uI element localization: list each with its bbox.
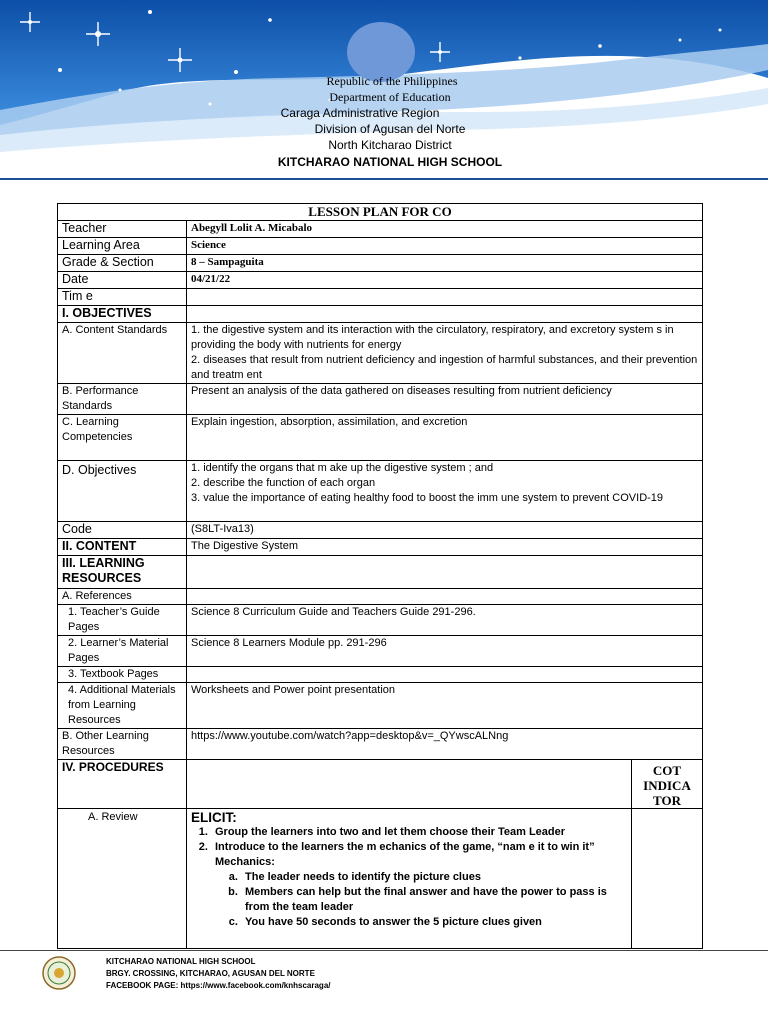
- grade-label: Grade & Section: [58, 255, 187, 272]
- textbook-pages-value: [187, 667, 703, 683]
- objective-2: 2. describe the function of each organ: [191, 477, 376, 489]
- header-school: KITCHARAO NATIONAL HIGH SCHOOL: [277, 155, 503, 169]
- mechanic-c-text: You have 50 seconds to answer the 5 picture clues given: [245, 916, 542, 928]
- mechanics-list: [215, 870, 627, 930]
- footer-divider: [0, 950, 768, 951]
- other-resources-label: B. Other Learning Resources: [58, 729, 187, 760]
- header-district: North Kitcharao District: [328, 138, 452, 152]
- learners-material-label: 2. Learner’s Material Pages: [58, 636, 187, 667]
- step-2-text: Introduce to the learners the m echanics of the game, “nam e it to win it”: [215, 841, 595, 853]
- additional-materials-value: Worksheets and Power point presentation: [187, 683, 703, 729]
- header-region: Caraga Administrative Region: [280, 106, 440, 120]
- objective-1: 1. identify the organs that m ake up the digestive system ; and: [191, 462, 494, 474]
- mechanic-a: [241, 870, 627, 885]
- textbook-pages-label: 3. Textbook Pages: [58, 667, 187, 683]
- competencies-value: Explain ingestion, absorption, assimilation, and excretion: [187, 415, 703, 461]
- mechanics-label: Mechanics:: [215, 856, 275, 868]
- cot-indicator-header: COT INDICA TOR: [632, 760, 703, 809]
- step-2: [211, 840, 627, 930]
- teacher-label: Teacher: [58, 221, 187, 238]
- procedures-empty: [187, 760, 632, 809]
- objectives-header: I. OBJECTIVES: [58, 306, 187, 323]
- header-republic: Republic of the Philippines: [326, 74, 458, 88]
- step-1-text: Group the learners into two and let them choose their Team Leader: [215, 826, 566, 838]
- other-resources-link[interactable]: https://www.youtube.com/watch?app=desktop&v=_QYwscALNng: [187, 729, 703, 760]
- objectives-empty: [187, 306, 703, 323]
- mechanic-b: [241, 885, 627, 915]
- date-value: 04/21/22: [187, 272, 703, 289]
- time-value: [187, 289, 703, 306]
- objective-3: 3. value the importance of eating healthy food to boost the imm une system to prevent COVID-19: [191, 492, 664, 504]
- d-objectives-label: D. Objectives: [58, 461, 187, 522]
- d-objectives-value: [187, 461, 703, 522]
- content-standards-label: A. Content Standards: [58, 323, 187, 384]
- content-standard-2: 2. diseases that result from nutrient deficiency and ingestion of harmful substances, and their prevention and treatm ent: [191, 354, 698, 381]
- footer-facebook[interactable]: FACEBOOK PAGE: https://www.facebook.com/knhscaraga/: [106, 981, 331, 990]
- grade-value: 8 – Sampaguita: [187, 255, 703, 272]
- review-cot-cell: [632, 809, 703, 949]
- learning-area-value: Science: [187, 238, 703, 255]
- content-value: The Digestive System: [187, 539, 703, 556]
- mechanic-a-text: The leader needs to identify the picture clues: [245, 871, 481, 883]
- mechanic-c: [241, 915, 627, 930]
- content-standard-1: 1. the digestive system and its interaction with the circulatory, respiratory, and excretory system s in providing the body with nutrients for energy: [191, 324, 674, 351]
- footer-school-name: KITCHARAO NATIONAL HIGH SCHOOL: [106, 957, 256, 966]
- learning-area-label: Learning Area: [58, 238, 187, 255]
- table-title: LESSON PLAN FOR CO: [58, 204, 703, 221]
- review-label: A. Review: [58, 809, 187, 949]
- time-label: Tim e: [58, 289, 187, 306]
- header-division: Division of Agusan del Norte: [314, 122, 466, 136]
- elicit-steps: [191, 825, 627, 930]
- procedures-label: IV. PROCEDURES: [58, 760, 187, 809]
- footer-address: BRGY. CROSSING, KITCHARAO, AGUSAN DEL NORTE: [106, 969, 315, 978]
- references-label: A. References: [58, 589, 187, 605]
- date-label: Date: [58, 272, 187, 289]
- school-seal-icon: [42, 956, 76, 990]
- lesson-plan-table: [57, 203, 703, 949]
- header-deped: Department of Education: [329, 90, 451, 104]
- code-value: (S8LT-Iva13): [187, 522, 703, 539]
- teachers-guide-label: 1. Teacher’s Guide Pages: [58, 605, 187, 636]
- content-standards-value: [187, 323, 703, 384]
- review-content: [187, 809, 632, 949]
- learning-resources-label: III. LEARNING RESOURCES: [58, 556, 187, 589]
- mechanic-b-text: Members can help but the final answer and have the power to pass is from the team leader: [245, 886, 607, 913]
- teacher-value: Abegyll Lolit A. Micabalo: [187, 221, 703, 238]
- elicit-title: ELICIT:: [191, 810, 237, 825]
- competencies-label: C. Learning Competencies: [58, 415, 187, 461]
- learners-material-value: Science 8 Learners Module pp. 291-296: [187, 636, 703, 667]
- references-empty: [187, 589, 703, 605]
- header-divider: [0, 178, 768, 180]
- performance-standards-value: Present an analysis of the data gathered on diseases resulting from nutrient deficiency: [187, 384, 703, 415]
- additional-materials-label: 4. Additional Materials from Learning Resources: [58, 683, 187, 729]
- content-label: II. CONTENT: [58, 539, 187, 556]
- teachers-guide-value: Science 8 Curriculum Guide and Teachers Guide 291-296.: [187, 605, 703, 636]
- code-label: Code: [58, 522, 187, 539]
- step-1: [211, 825, 627, 840]
- performance-standards-label: B. Performance Standards: [58, 384, 187, 415]
- learning-resources-empty: [187, 556, 703, 589]
